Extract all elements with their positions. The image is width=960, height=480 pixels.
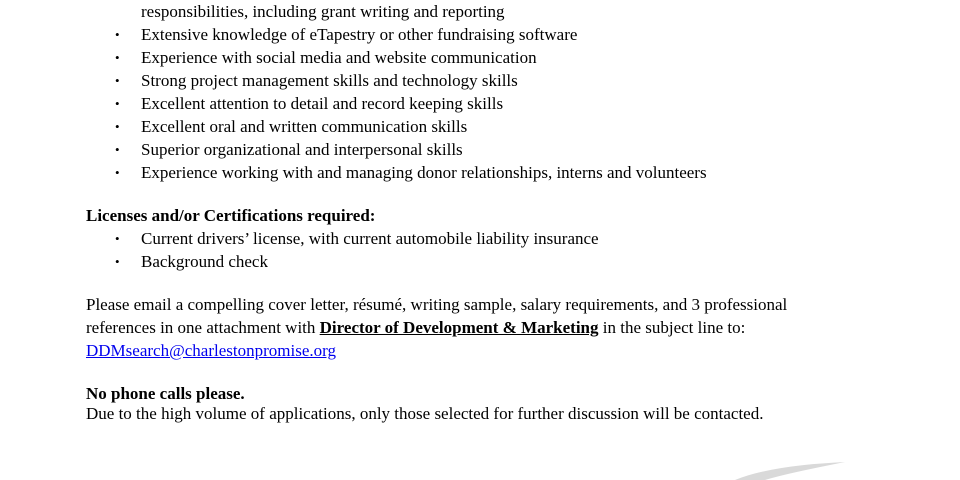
- email-line: [86, 341, 336, 361]
- list-item: • Excellent attention to detail and record keeping skills: [115, 94, 504, 113]
- email-link[interactable]: DDMsearch@charlestonpromise.org: [86, 341, 336, 360]
- list-item: • Excellent oral and written communication skills: [115, 117, 468, 136]
- bullet-icon: •: [115, 73, 120, 88]
- bullet-icon: •: [115, 96, 120, 111]
- licenses-heading: Licenses and/or Certifications required:: [86, 206, 376, 225]
- bullet-icon: •: [115, 231, 120, 246]
- bullet-icon: •: [115, 27, 120, 42]
- bullet-icon: •: [115, 119, 120, 134]
- bullet-icon: •: [115, 50, 120, 65]
- no-phone-heading: No phone calls please.: [86, 384, 245, 403]
- bullet-icon: •: [115, 254, 120, 269]
- list-item: • Experience with social media and website communication: [115, 48, 537, 67]
- list-item: • Strong project management skills and technology skills: [115, 71, 518, 90]
- bullet-icon: •: [115, 142, 120, 157]
- list-item: • Experience working with and managing donor relationships, interns and volunteers: [115, 163, 707, 182]
- list-item: • Superior organizational and interpersonal skills: [115, 140, 463, 159]
- list-item: • Current drivers’ license, with current automobile liability insurance: [115, 229, 599, 248]
- subject-line-title: Director of Development & Marketing: [319, 318, 599, 337]
- list-item: • Background check: [115, 252, 268, 271]
- qualification-continuation: responsibilities, including grant writing and reporting: [141, 2, 505, 21]
- bullet-icon: •: [115, 165, 120, 180]
- list-item: • Extensive knowledge of eTapestry or other fundraising software: [115, 25, 578, 44]
- apply-line-1: Please email a compelling cover letter, résumé, writing sample, salary requirements, and 3 professional: [86, 295, 788, 314]
- notice-text: Due to the high volume of applications, only those selected for further discussion will be contacted.: [86, 404, 764, 423]
- apply-line-2: references in one attachment with Director of Development & Marketing in the subject line to:: [86, 318, 746, 337]
- decorative-swoosh-icon: [735, 462, 845, 480]
